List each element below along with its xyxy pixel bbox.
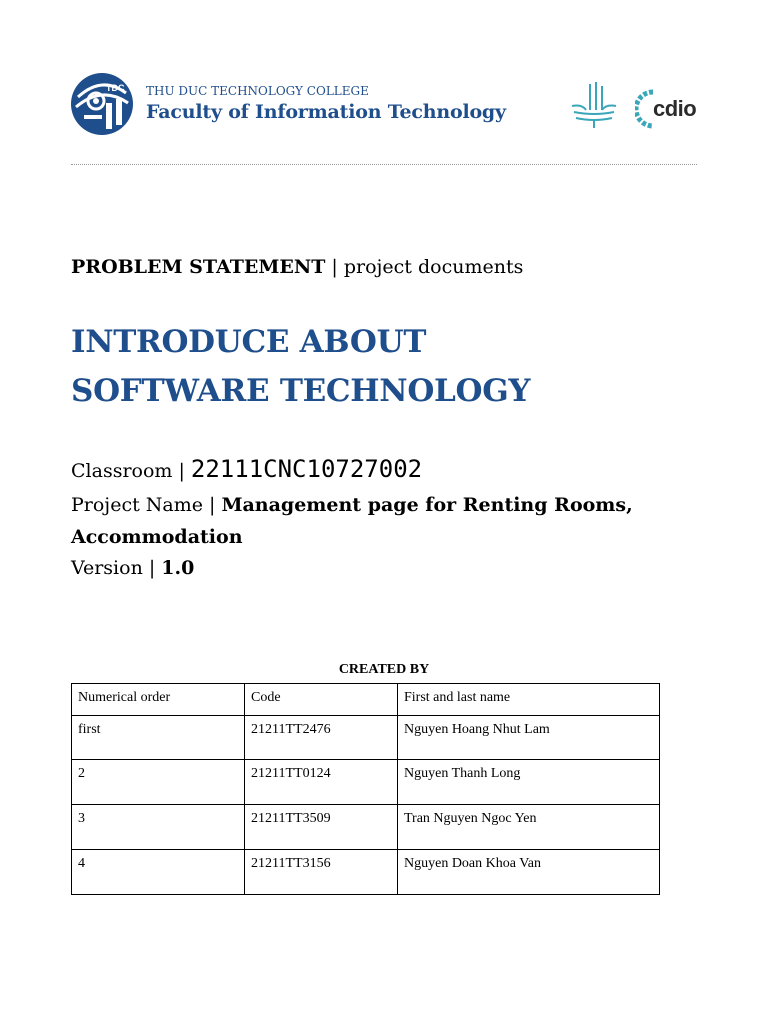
classroom-label: Classroom | — [71, 460, 191, 482]
project-label: Project Name | — [71, 494, 222, 516]
statement-separator: | — [325, 256, 344, 278]
name-cell: Nguyen Doan Khoa Van — [398, 850, 660, 895]
statement-value: project documents — [343, 256, 524, 278]
cdio-logo — [635, 88, 699, 130]
statement-label: PROBLEM STATEMENT — [71, 256, 326, 278]
document-title-line-1: INTRODUCE ABOUT — [71, 324, 427, 360]
tdc-emblem-logo — [570, 80, 618, 130]
team-members-table — [71, 683, 660, 895]
version-line — [71, 557, 194, 579]
version-value: 1.0 — [161, 557, 195, 579]
order-cell: 4 — [72, 850, 245, 895]
table-caption: CREATED BY — [338, 662, 430, 677]
logo-text: TDC — [106, 83, 125, 93]
college-name: THU DUC TECHNOLOGY COLLEGE — [146, 84, 369, 98]
code-cell: 21211TT0124 — [245, 760, 398, 805]
version-label: Version | — [71, 557, 162, 579]
code-cell: 21211TT2476 — [245, 716, 398, 760]
classroom-line — [71, 455, 422, 483]
order-cell: first — [72, 716, 245, 760]
column-header: Numerical order — [72, 684, 245, 716]
faculty-name: Faculty of Information Technology — [146, 101, 506, 123]
project-value-continued: Accommodation — [71, 526, 243, 548]
document-title-line-2: SOFTWARE TECHNOLOGY — [71, 373, 531, 409]
name-cell: Nguyen Hoang Nhut Lam — [398, 716, 660, 760]
cdio-logo-text: cdio — [653, 96, 697, 121]
table-row — [72, 850, 660, 895]
name-cell: Tran Nguyen Ngoc Yen — [398, 805, 660, 850]
header-divider — [71, 164, 697, 165]
table-header-row — [72, 684, 660, 716]
table-row — [72, 760, 660, 805]
name-cell: Nguyen Thanh Long — [398, 760, 660, 805]
code-cell: 21211TT3156 — [245, 850, 398, 895]
table-row — [72, 716, 660, 760]
code-cell: 21211TT3509 — [245, 805, 398, 850]
classroom-value: 22111CNC10727002 — [190, 455, 423, 483]
order-cell: 2 — [72, 760, 245, 805]
column-header: Code — [245, 684, 398, 716]
order-cell: 3 — [72, 805, 245, 850]
column-header: First and last name — [398, 684, 660, 716]
tdc-college-logo — [70, 71, 134, 137]
document-type-line — [71, 256, 523, 278]
project-value: Management page for Renting Rooms, — [221, 494, 633, 516]
project-name-line — [71, 494, 633, 516]
table-row — [72, 805, 660, 850]
